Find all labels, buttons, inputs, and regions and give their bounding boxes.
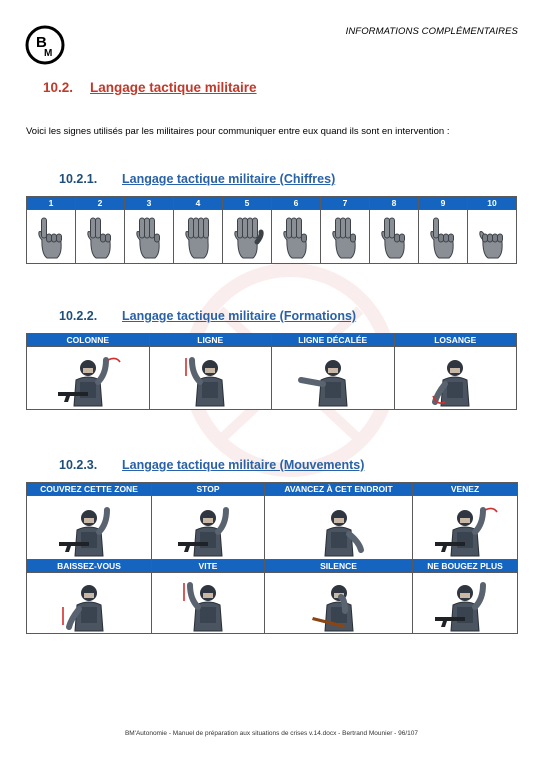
soldier-cell (413, 573, 518, 634)
col-header: 5 (223, 197, 272, 210)
col-header: 10 (468, 197, 517, 210)
mouvements-image-row-1 (27, 496, 518, 560)
bm-logo (25, 25, 65, 65)
col-header: COUVREZ CETTE ZONE (27, 483, 152, 496)
col-header: STOP (152, 483, 265, 496)
soldier-cell (149, 347, 272, 410)
soldier-cell (265, 496, 413, 560)
header-section-label: INFORMATIONS COMPLÉMENTAIRES (345, 26, 518, 37)
col-header: 6 (272, 197, 321, 210)
formations-table (26, 333, 517, 410)
mouvements-header-row-2 (27, 560, 518, 573)
col-header: AVANCEZ À CET ENDROIT (265, 483, 413, 496)
soldier-colonne-icon (48, 348, 128, 408)
hand-sign-cell (370, 210, 419, 264)
subsection-title: Langage tactique militaire (Mouvements) (122, 458, 365, 472)
hand-sign-cell (272, 210, 321, 264)
col-header: NE BOUGEZ PLUS (413, 560, 518, 573)
hand-sign-4-icon (180, 214, 216, 260)
chiffres-table (26, 196, 517, 264)
hand-sign-7-icon (327, 214, 363, 260)
soldier-couvrez-icon (49, 498, 129, 558)
soldier-venez-icon (425, 498, 505, 558)
hand-sign-1-icon (33, 214, 69, 260)
intro-paragraph: Voici les signes utilisés par les militaires pour communiquer entre eux quand ils sont en intervention : (26, 126, 450, 137)
soldier-cell (272, 347, 395, 410)
svg-text:M: M (44, 48, 53, 59)
hand-sign-5-icon (229, 214, 265, 260)
hand-sign-cell (223, 210, 272, 264)
subsection-heading-formations (59, 309, 356, 323)
soldier-ne-bougez-icon (425, 573, 505, 633)
hand-sign-2-icon (82, 214, 118, 260)
hand-sign-cell (125, 210, 174, 264)
subsection-heading-chiffres (59, 172, 335, 186)
col-header: SILENCE (265, 560, 413, 573)
col-header: 9 (419, 197, 468, 210)
soldier-cell (413, 496, 518, 560)
hand-sign-6-icon (278, 214, 314, 260)
col-header: VITE (152, 560, 265, 573)
section-number: 10.2. (43, 80, 74, 95)
col-header: 4 (174, 197, 223, 210)
soldier-cell (152, 573, 265, 634)
formations-image-row (27, 347, 517, 410)
hand-sign-cell (321, 210, 370, 264)
col-header: LIGNE (149, 334, 272, 347)
col-header: 2 (76, 197, 125, 210)
formations-header-row (27, 334, 517, 347)
subsection-heading-mouvements (59, 458, 364, 472)
page-footer: BM'Autonomie - Manuel de préparation aux situations de crises v.14.docx - Bertrand Mounier - 96/107 (124, 730, 419, 737)
soldier-baissez-icon (49, 573, 129, 633)
col-header: LIGNE DÉCALÉE (272, 334, 395, 347)
col-header: BAISSEZ-VOUS (27, 560, 152, 573)
hand-sign-cell (468, 210, 517, 264)
hand-sign-10-icon (474, 214, 510, 260)
hand-sign-cell (27, 210, 76, 264)
soldier-avancez-icon (299, 498, 379, 558)
col-header: COLONNE (27, 334, 150, 347)
hand-sign-cell (76, 210, 125, 264)
col-header: VENEZ (413, 483, 518, 496)
soldier-cell (265, 573, 413, 634)
mouvements-header-row-1 (27, 483, 518, 496)
col-header: LOSANGE (394, 334, 517, 347)
soldier-ligne-icon (170, 348, 250, 408)
mouvements-image-row-2 (27, 573, 518, 634)
subsection-number: 10.2.2. (59, 309, 98, 323)
chiffres-image-row (27, 210, 517, 264)
subsection-title: Langage tactique militaire (Chiffres) (122, 172, 336, 186)
col-header: 3 (125, 197, 174, 210)
col-header: 7 (321, 197, 370, 210)
soldier-vite-icon (168, 573, 248, 633)
hand-sign-cell (174, 210, 223, 264)
subsection-title: Langage tactique militaire (Formations) (122, 309, 357, 323)
chiffres-header-row (27, 197, 517, 210)
soldier-stop-icon (168, 498, 248, 558)
soldier-cell (27, 573, 152, 634)
col-header: 1 (27, 197, 76, 210)
hand-sign-cell (419, 210, 468, 264)
soldier-cell (27, 496, 152, 560)
hand-sign-8-icon (376, 214, 412, 260)
soldier-ligne-decalee-icon (293, 348, 373, 408)
subsection-number: 10.2.3. (59, 458, 98, 472)
section-title: Langage tactique militaire (90, 80, 257, 95)
soldier-cell (27, 347, 150, 410)
soldier-silence-icon (299, 573, 379, 633)
soldier-losange-icon (415, 348, 495, 408)
col-header: 8 (370, 197, 419, 210)
soldier-cell (394, 347, 517, 410)
hand-sign-9-icon (425, 214, 461, 260)
hand-sign-3-icon (131, 214, 167, 260)
svg-text:B: B (36, 34, 47, 51)
subsection-number: 10.2.1. (59, 172, 98, 186)
soldier-cell (152, 496, 265, 560)
section-heading (43, 80, 257, 95)
mouvements-table (26, 482, 518, 634)
